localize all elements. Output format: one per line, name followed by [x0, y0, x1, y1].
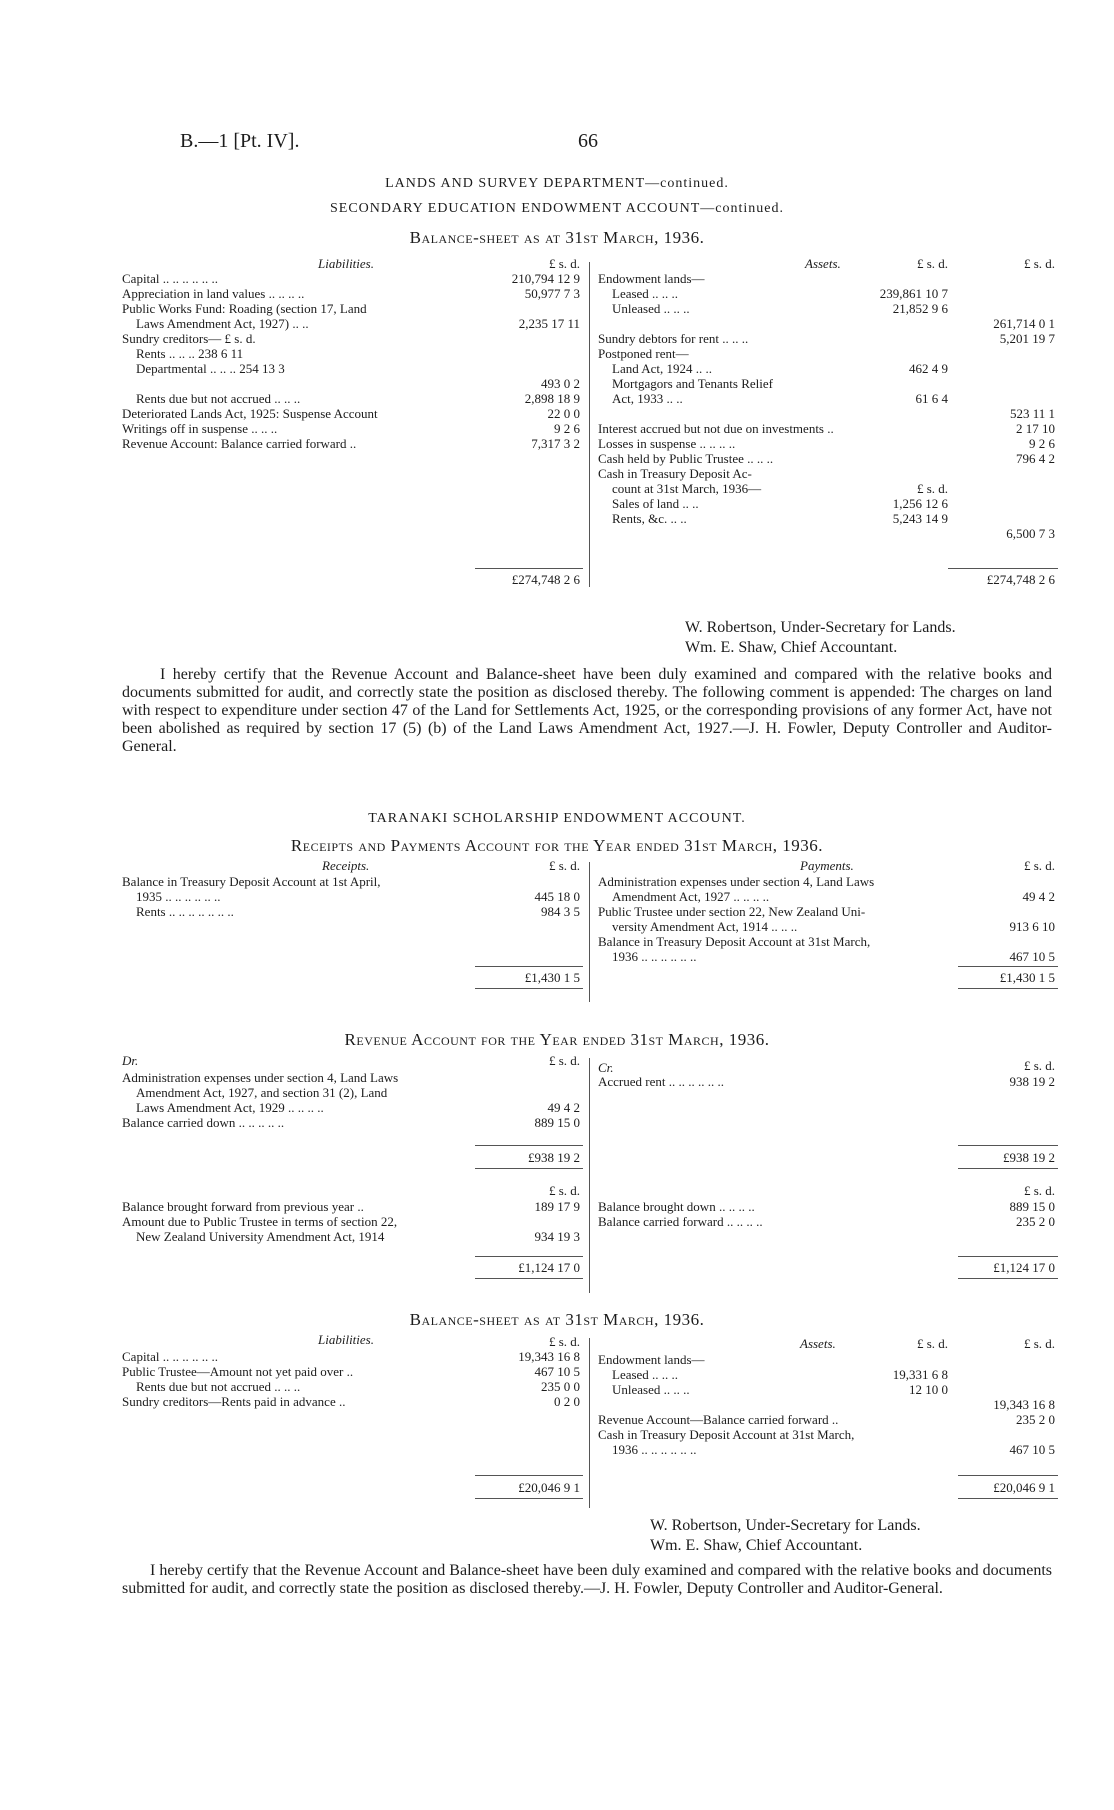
rule	[958, 966, 1058, 967]
table-row	[598, 391, 1058, 406]
rule	[958, 1475, 1058, 1476]
table-row	[122, 1100, 582, 1115]
row-label: Public Trustee under section 22, New Zealand Uni-	[598, 904, 866, 919]
receipts-payments-title: Receipts and Payments Account for the Year ended 31st March, 1936.	[290, 836, 824, 855]
table-row	[122, 1070, 582, 1085]
row-label: Cash held by Public Trustee .. .. ..	[598, 451, 774, 466]
table-row	[122, 331, 582, 346]
row-amount: 2 17 10	[1016, 421, 1055, 436]
rule	[475, 1168, 583, 1169]
row-amount: 493 0 2	[541, 376, 580, 391]
row-label: New Zealand University Amendment Act, 1914	[136, 1229, 385, 1244]
payments-total: £1,430 1 5	[999, 970, 1055, 985]
row-label: Rents .. .. .. .. .. .. ..	[136, 904, 234, 919]
table-row	[598, 1412, 1058, 1427]
row-amount: 50,977 7 3	[524, 286, 580, 301]
row-label: Accrued rent .. .. .. .. .. ..	[598, 1074, 724, 1089]
table-row	[598, 904, 1058, 919]
row-amount: 19,343 16 8	[518, 1349, 580, 1364]
row-label: Sales of land .. ..	[612, 496, 699, 511]
liabilities-total: £274,748 2 6	[511, 572, 580, 587]
row-label: Postponed rent—	[598, 346, 689, 361]
row-label: Cash in Treasury Deposit Ac-	[598, 466, 752, 481]
payments-unit-header: £ s. d.	[1023, 858, 1055, 873]
revenue-credit-total: £938 19 2	[1003, 1150, 1055, 1165]
table-row	[122, 1394, 582, 1409]
row-label: Balance carried forward .. .. .. ..	[598, 1214, 763, 1229]
table-row	[598, 286, 1058, 301]
taranaki-account-heading: TARANAKI SCHOLARSHIP ENDOWMENT ACCOUNT.	[368, 811, 746, 826]
table-row	[598, 511, 1058, 526]
table-row	[598, 376, 1058, 391]
row-amount: 22 0 0	[547, 406, 580, 421]
column-divider	[589, 262, 590, 587]
table-row	[598, 919, 1058, 934]
rule	[475, 966, 583, 967]
rule	[958, 1256, 1058, 1257]
table-row	[122, 1379, 582, 1394]
revenue-credit-total-2: £1,124 17 0	[993, 1260, 1055, 1275]
row-label: Rents, &c. .. ..	[612, 511, 687, 526]
table-row	[122, 316, 582, 331]
assets-unit-header-a: £ s. d.	[916, 256, 948, 271]
table-row	[598, 361, 1058, 376]
receipts-heading: Receipts.	[322, 858, 370, 873]
row-label: Endowment lands—	[598, 1352, 705, 1367]
table-row	[598, 316, 1058, 331]
table-row	[122, 1364, 582, 1379]
row-label: Cash in Treasury Deposit Account at 31st March,	[598, 1427, 855, 1442]
row-amount: 0 2 0	[554, 1394, 580, 1409]
row-label: Deteriorated Lands Act, 1925: Suspense Account	[122, 406, 378, 421]
row-label: Unleased .. .. ..	[612, 1382, 690, 1397]
rule	[475, 988, 583, 989]
receipts-total: £1,430 1 5	[524, 970, 580, 985]
row-label: Public Works Fund: Roading (section 17, Land	[122, 301, 367, 316]
row-subamount: 462 4 9	[909, 361, 948, 376]
rule	[958, 1145, 1058, 1146]
row-label: Balance in Treasury Deposit Account at 1st April,	[122, 874, 381, 889]
row-amount: 445 18 0	[534, 889, 580, 904]
row-amount: 235 2 0	[1016, 1214, 1055, 1229]
row-label: Balance brought forward from previous year ..	[122, 1199, 364, 1214]
row-amount: 6,500 7 3	[1006, 526, 1055, 541]
table-row	[122, 346, 582, 361]
row-label: count at 31st March, 1936—	[612, 481, 762, 496]
row-label: Amendment Act, 1927, and section 31 (2), Land	[136, 1085, 388, 1100]
row-amount: 19,343 16 8	[993, 1397, 1055, 1412]
column-divider	[589, 862, 590, 1002]
table-row	[598, 1352, 1058, 1367]
row-amount: 984 3 5	[541, 904, 580, 919]
row-label: Writings off in suspense .. .. ..	[122, 421, 278, 436]
row-label: Endowment lands—	[598, 271, 705, 286]
row-label: Interest accrued but not due on investments ..	[598, 421, 834, 436]
table-row	[598, 949, 1058, 964]
department-heading: LANDS AND SURVEY DEPARTMENT—continued.	[385, 176, 729, 191]
table-row	[122, 1229, 582, 1244]
table-row	[598, 481, 1058, 496]
revenue-credit-list	[598, 1074, 1058, 1089]
receipts-unit-header: £ s. d.	[548, 858, 580, 873]
revenue-cr-unit-header: £ s. d.	[1023, 1058, 1055, 1073]
row-amount: 189 17 9	[534, 1199, 580, 1214]
table-row	[122, 1115, 582, 1130]
assets-heading: Assets.	[805, 256, 841, 271]
row-label: Laws Amendment Act, 1927) .. ..	[136, 316, 309, 331]
row-label: Sundry creditors—Rents paid in advance ..	[122, 1394, 346, 1409]
row-amount: 49 4 2	[1022, 889, 1055, 904]
row-label: Amount due to Public Trustee in terms of section 22,	[122, 1214, 398, 1229]
balance-sheet-title: Balance-sheet as at 31st March, 1936.	[409, 228, 705, 247]
credit-heading: Cr.	[598, 1060, 614, 1075]
revenue-dr2-unit-header: £ s. d.	[548, 1183, 580, 1198]
revenue-account-title: Revenue Account for the Year ended 31st March, 1936.	[344, 1030, 770, 1049]
table-row	[598, 1074, 1058, 1089]
taranaki-balance-sheet-title: Balance-sheet as at 31st March, 1936.	[409, 1310, 705, 1329]
taranaki-liabilities-total: £20,046 9 1	[518, 1480, 580, 1495]
row-amount: 467 10 5	[534, 1364, 580, 1379]
rule	[958, 988, 1058, 989]
revenue-credit-list-2	[598, 1199, 1058, 1229]
rule	[958, 1498, 1058, 1499]
row-amount: 467 10 5	[1009, 949, 1055, 964]
row-amount: 467 10 5	[1009, 1442, 1055, 1457]
rule	[958, 1168, 1058, 1169]
rule	[475, 1145, 583, 1146]
table-row	[122, 361, 582, 376]
row-label: Balance carried down .. .. .. .. ..	[122, 1115, 285, 1130]
liabilities-heading: Liabilities.	[318, 256, 374, 271]
row-label: Rents due but not accrued .. .. ..	[136, 1379, 301, 1394]
row-label: Act, 1933 .. ..	[612, 391, 683, 406]
row-amount: 889 15 0	[534, 1115, 580, 1130]
table-row	[598, 889, 1058, 904]
table-row	[122, 1349, 582, 1364]
assets-list	[598, 271, 1058, 541]
taranaki-signature-under-secretary: W. Robertson, Under-Secretary for Lands.	[650, 1517, 921, 1534]
row-label: Leased .. .. ..	[612, 1367, 679, 1382]
liabilities-list	[122, 271, 582, 451]
row-subamount: 1,256 12 6	[892, 496, 948, 511]
row-amount: 210,794 12 9	[511, 271, 580, 286]
table-row	[122, 889, 582, 904]
table-row	[598, 1397, 1058, 1412]
row-label: Administration expenses under section 4, Land Laws	[598, 874, 875, 889]
table-row	[598, 934, 1058, 949]
rule	[475, 1498, 583, 1499]
revenue-debit-list-2	[122, 1199, 582, 1244]
row-subamount: 12 10 0	[909, 1382, 948, 1397]
table-row	[598, 421, 1058, 436]
row-label: Revenue Account—Balance carried forward ..	[598, 1412, 839, 1427]
table-row	[598, 1442, 1058, 1457]
row-label: Capital .. .. .. .. .. ..	[122, 1349, 219, 1364]
table-row	[598, 1427, 1058, 1442]
signature-under-secretary: W. Robertson, Under-Secretary for Lands.	[685, 619, 956, 636]
rule	[948, 568, 1058, 569]
row-subamount: 239,861 10 7	[879, 286, 948, 301]
payments-list	[598, 874, 1058, 964]
row-amount: 913 6 10	[1009, 919, 1055, 934]
account-heading: SECONDARY EDUCATION ENDOWMENT ACCOUNT—continued.	[330, 201, 784, 216]
table-row	[122, 1085, 582, 1100]
taranaki-signature-chief-accountant: Wm. E. Shaw, Chief Accountant.	[650, 1537, 863, 1554]
row-label: Losses in suspense .. .. .. ..	[598, 436, 736, 451]
table-row	[598, 1214, 1058, 1229]
table-row	[598, 466, 1058, 481]
row-label: Revenue Account: Balance carried forward ..	[122, 436, 357, 451]
taranaki-assets-total: £20,046 9 1	[993, 1480, 1055, 1495]
taranaki-assets-list	[598, 1352, 1058, 1457]
rule	[475, 1256, 583, 1257]
table-row	[122, 874, 582, 889]
table-row	[598, 301, 1058, 316]
row-amount: 7,317 3 2	[531, 436, 580, 451]
row-label: Mortgagors and Tenants Relief	[612, 376, 773, 391]
row-amount: 2,898 18 9	[524, 391, 580, 406]
table-row	[122, 391, 582, 406]
row-label: Leased .. .. ..	[612, 286, 679, 301]
signature-chief-accountant: Wm. E. Shaw, Chief Accountant.	[685, 639, 898, 656]
row-subamount: 21,852 9 6	[892, 301, 948, 316]
row-label: 1936 .. .. .. .. .. ..	[612, 1442, 697, 1457]
table-row	[122, 271, 582, 286]
row-subamount: £ s. d.	[916, 481, 948, 496]
table-row	[598, 496, 1058, 511]
auditor-certificate: I hereby certify that the Revenue Account and Balance-sheet have been duly examined and compared with the relative books and documents submitted for audit, and correctly state the position as disclosed thereby. The following comment is appended: The charges on land with respect to expenditure under section 47 of the Land for Settlements Act, 1925, or the corresponding provisions of any former Act, have not been abolished as required by section 17 (5) (b) of the Land Laws Amendment Act, 1927.—J. H. Fowler, Deputy Controller and Auditor-General.	[122, 666, 1052, 755]
column-divider	[589, 1058, 590, 1293]
assets-unit-header-b: £ s. d.	[1023, 256, 1055, 271]
row-label: 1936 .. .. .. .. .. ..	[612, 949, 697, 964]
row-label: 1935 .. .. .. .. .. ..	[136, 889, 221, 904]
table-row	[598, 1382, 1058, 1397]
page-number: 66	[578, 130, 598, 152]
table-row	[122, 301, 582, 316]
row-amount: 261,714 0 1	[993, 316, 1055, 331]
row-subamount: 61 6 4	[915, 391, 948, 406]
row-label: versity Amendment Act, 1914 .. .. ..	[612, 919, 798, 934]
row-amount: 49 4 2	[547, 1100, 580, 1115]
table-row	[122, 1199, 582, 1214]
table-row	[598, 406, 1058, 421]
table-row	[122, 406, 582, 421]
row-amount: 2,235 17 11	[518, 316, 580, 331]
row-label: Balance brought down .. .. .. ..	[598, 1199, 755, 1214]
column-divider	[589, 1338, 590, 1508]
table-row	[598, 526, 1058, 541]
table-row	[122, 1214, 582, 1229]
table-row	[598, 874, 1058, 889]
row-label: Land Act, 1924 .. ..	[612, 361, 713, 376]
rule	[958, 1278, 1058, 1279]
row-amount: 796 4 2	[1016, 451, 1055, 466]
row-label: Rents .. .. .. 238 6 11	[136, 346, 244, 361]
row-label: Administration expenses under section 4, Land Laws	[122, 1070, 399, 1085]
row-amount: 235 0 0	[541, 1379, 580, 1394]
row-subamount: 5,243 14 9	[892, 511, 948, 526]
taranaki-liabilities-heading: Liabilities.	[318, 1332, 374, 1347]
payments-heading: Payments.	[800, 858, 854, 873]
rule	[475, 568, 583, 569]
table-row	[122, 421, 582, 436]
receipts-list	[122, 874, 582, 919]
table-row	[122, 286, 582, 301]
table-row	[122, 904, 582, 919]
row-amount: 889 15 0	[1009, 1199, 1055, 1214]
row-amount: 9 2 6	[1029, 436, 1055, 451]
row-label: Balance in Treasury Deposit Account at 31st March,	[598, 934, 871, 949]
liabilities-unit-header: £ s. d.	[548, 256, 580, 271]
row-amount: 9 2 6	[554, 421, 580, 436]
taranaki-assets-unit-a: £ s. d.	[916, 1336, 948, 1351]
report-reference: B.—1 [Pt. IV].	[180, 130, 300, 152]
taranaki-liabilities-list	[122, 1349, 582, 1409]
row-amount: 235 2 0	[1016, 1412, 1055, 1427]
row-amount: 938 19 2	[1009, 1074, 1055, 1089]
table-row	[598, 1367, 1058, 1382]
assets-total: £274,748 2 6	[986, 572, 1055, 587]
row-label: Capital .. .. .. .. .. ..	[122, 271, 219, 286]
row-label: Public Trustee—Amount not yet paid over ..	[122, 1364, 354, 1379]
row-subamount: 19,331 6 8	[892, 1367, 948, 1382]
row-amount: 523 11 1	[1009, 406, 1055, 421]
row-label: Sundry creditors— £ s. d.	[122, 331, 256, 346]
table-row	[598, 451, 1058, 466]
revenue-debit-total: £938 19 2	[528, 1150, 580, 1165]
revenue-debit-list	[122, 1070, 582, 1130]
taranaki-assets-heading: Assets.	[800, 1336, 836, 1351]
row-label: Amendment Act, 1927 .. .. .. ..	[612, 889, 770, 904]
row-label: Departmental .. .. .. 254 13 3	[136, 361, 285, 376]
rule	[475, 1278, 583, 1279]
row-label: Appreciation in land values .. .. .. ..	[122, 286, 305, 301]
row-label: Sundry debtors for rent .. .. ..	[598, 331, 749, 346]
debit-heading: Dr.	[122, 1053, 139, 1068]
table-row	[598, 436, 1058, 451]
table-row	[598, 271, 1058, 286]
row-amount: 5,201 19 7	[999, 331, 1055, 346]
row-label: Rents due but not accrued .. .. ..	[136, 391, 301, 406]
revenue-dr-unit-header: £ s. d.	[548, 1053, 580, 1068]
table-row	[598, 1199, 1058, 1214]
table-row	[598, 331, 1058, 346]
row-label: Laws Amendment Act, 1929 .. .. .. ..	[136, 1100, 324, 1115]
taranaki-liabilities-unit: £ s. d.	[548, 1334, 580, 1349]
table-row	[122, 376, 582, 391]
revenue-debit-total-2: £1,124 17 0	[518, 1260, 580, 1275]
row-label: Unleased .. .. ..	[612, 301, 690, 316]
table-row	[122, 436, 582, 451]
rule	[475, 1475, 583, 1476]
table-row	[598, 346, 1058, 361]
row-amount: 934 19 3	[534, 1229, 580, 1244]
taranaki-assets-unit-b: £ s. d.	[1023, 1336, 1055, 1351]
taranaki-auditor-certificate: I hereby certify that the Revenue Account and Balance-sheet have been duly examined and compared with the relative books and documents submitted for audit, and correctly state the position as disclosed thereby.—J. H. Fowler, Deputy Controller and Auditor-General.	[122, 1562, 1052, 1597]
revenue-cr2-unit-header: £ s. d.	[1023, 1183, 1055, 1198]
